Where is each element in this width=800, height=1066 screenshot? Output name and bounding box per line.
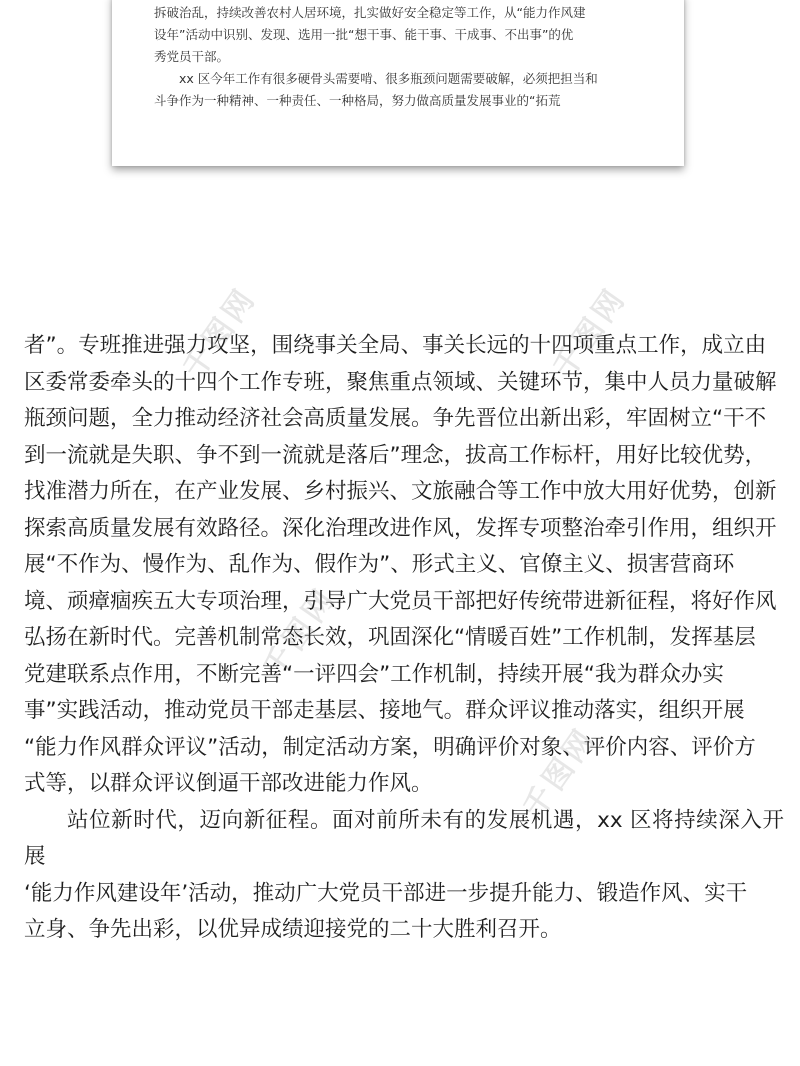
watermark: 千图网: [176, 281, 264, 385]
watermark: 千图网: [516, 721, 604, 825]
document-preview-card: [112, 0, 684, 166]
article-paragraph: 者”。专班推进强力攻坚，围绕事关全局、事关长远的十四项重点工作，成立由 区委常委牵头的十四个工作专班，聚焦重点领域、关键环节，集中人员力量破解 瓶颈问题，全力推动经济社会高质量发展。争先晋位出新出彩，牢固树立“干不 到一流就是失职、争不到一流就是落后”理念，拔高工作标杆，用好比较优势， 找准潜力所在，在产业发展、乡村振兴、文旅融合等工作中放大用好优势，创新 探索高质量发展有效路径。深化治理改进作风，发挥专项整治牵引作用，组织开 展“不作为、慢作为、乱作为、假作为”、形式主义、官僚主义、损害营商环 境、顽瘴痼疾五大专项治理，引导广大党员干部把好传统带进新征程，将好作风 弘扬在新时代。完善机制常态长效，巩固深化“情暖百姓”工作机制，发挥基层 党建联系点作用，不断完善“一评四会”工作机制，持续开展“我为群众办实 事”实践活动，推动党员干部走基层、接地气。群众评议推动落实，组织开展 “能力作风群众评议”活动，制定活动方案，明确评价对象、评价内容、评价方 式等，以群众评议倒逼干部改进能力作风。: [24, 333, 777, 796]
article-paragraph: 站位新时代，迈向新征程。面对前所未有的发展机遇，xx 区将持续深入开展 ‘能力作风建设年’活动，推动广大党员干部进一步提升能力、锻造作风、实干 立身、争先出彩，以优异成绩迎接党的二十大胜利召开。: [24, 807, 784, 942]
watermark: 千图网: [256, 581, 344, 685]
preview-paragraph-next: xx 区今年工作有很多硬骨头需要啃、很多瓶颈问题需要破解，必须把担当和 斗争作为一种精神、一种责任、一种格局，努力做高质量发展事业的“拓荒: [154, 71, 598, 108]
watermark: 千图网: [546, 281, 634, 385]
article-body: [24, 328, 784, 949]
preview-paragraph-continued: 拆破治乱，持续改善农村人居环境，扎实做好安全稳定等工作，从“能力作风建 设年”活动中识别、发现、选用一批“想干事、能干事、干成事、不出事”的优 秀党员干部。: [154, 5, 586, 64]
